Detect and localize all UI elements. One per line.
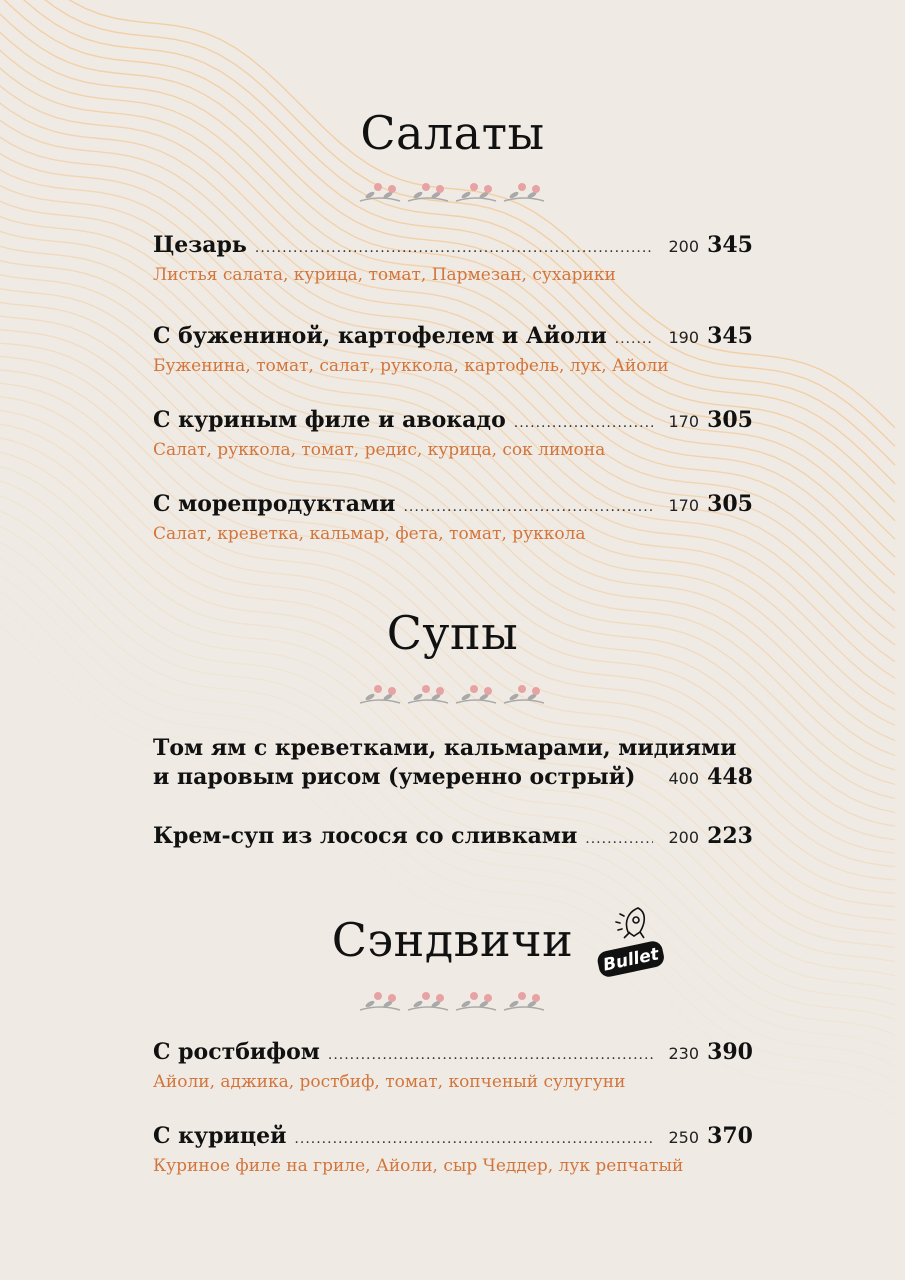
flower-sprig-icon [504, 183, 544, 201]
flower-divider-icon [352, 177, 552, 205]
leader-dots [615, 331, 653, 347]
leader-dots [514, 415, 653, 431]
item-weight: 200 [668, 828, 699, 847]
leader-dots [403, 499, 653, 515]
item-name: Цезарь [153, 232, 247, 258]
item-weight: 200 [668, 237, 699, 256]
bullet-logo-text: Bullet [601, 944, 661, 976]
item-description: Буженина, томат, салат, руккола, картофель, лук, Айоли [153, 356, 669, 376]
flower-sprig-icon [504, 992, 544, 1010]
flower-sprig-icon [408, 183, 448, 201]
menu-item[interactable] [153, 823, 753, 853]
item-price: 448 [707, 764, 753, 790]
flower-sprig-icon [360, 685, 400, 703]
flower-sprig-icon [456, 183, 496, 201]
flower-sprig-icon [408, 685, 448, 703]
menu-item[interactable] [153, 1123, 753, 1178]
leader-dots [585, 831, 653, 847]
flower-sprig-icon [456, 992, 496, 1010]
flower-sprig-icon [456, 685, 496, 703]
menu-item[interactable] [153, 732, 753, 794]
menu-item[interactable] [153, 491, 753, 546]
item-description: Салат, креветка, кальмар, фета, томат, руккола [153, 524, 586, 544]
item-name-line: и паровым рисом (умеренно острый) [153, 764, 636, 790]
item-description: Айоли, аджика, ростбиф, томат, копченый сулугуни [153, 1072, 626, 1092]
item-price: 223 [707, 823, 753, 849]
item-price: 305 [707, 407, 753, 433]
item-weight: 250 [668, 1128, 699, 1147]
item-description: Куриное филе на гриле, Айоли, сыр Чеддер, лук репчатый [153, 1156, 684, 1176]
item-weight: 230 [668, 1044, 699, 1063]
item-price: 305 [707, 491, 753, 517]
item-name: С курицей [153, 1123, 287, 1149]
item-name: С морепродуктами [153, 491, 396, 517]
leader-dots [328, 1047, 653, 1063]
item-name: С бужениной, картофелем и Айоли [153, 323, 607, 349]
flower-divider-icon [352, 679, 552, 707]
item-name-line: Том ям с креветками, кальмарами, мидиями [153, 735, 737, 761]
item-price: 370 [707, 1123, 753, 1149]
rocket-icon [616, 908, 644, 938]
item-name: С куриным филе и авокадо [153, 407, 506, 433]
item-price: 390 [707, 1039, 753, 1065]
item-weight: 170 [668, 496, 699, 515]
menu-item[interactable] [153, 407, 753, 462]
item-weight: 170 [668, 412, 699, 431]
flower-sprig-icon [360, 992, 400, 1010]
item-description: Салат, руккола, томат, редис, курица, сок лимона [153, 440, 606, 460]
item-description: Листья салата, курица, томат, Пармезан, сухарики [153, 265, 616, 285]
leader-dots [294, 1131, 653, 1147]
menu-item[interactable] [153, 232, 753, 287]
menu-item[interactable] [153, 1039, 753, 1094]
flower-sprig-icon [504, 685, 544, 703]
flower-sprig-icon [408, 992, 448, 1010]
leader-dots [255, 240, 653, 256]
item-price: 345 [707, 323, 753, 349]
menu-item[interactable] [153, 323, 753, 378]
flower-divider-icon [352, 986, 552, 1014]
section-title-soups: Супы [386, 606, 519, 660]
bullet-logo-icon [594, 902, 668, 984]
item-price: 345 [707, 232, 753, 258]
item-name: С ростбифом [153, 1039, 320, 1065]
item-weight: 190 [668, 328, 699, 347]
section-title-salads: Салаты [360, 106, 545, 160]
section-title-sandwiches: Сэндвичи [331, 913, 574, 967]
item-weight: 400 [668, 769, 699, 788]
item-name: Крем-суп из лосося со сливками [153, 823, 578, 849]
flower-sprig-icon [360, 183, 400, 201]
